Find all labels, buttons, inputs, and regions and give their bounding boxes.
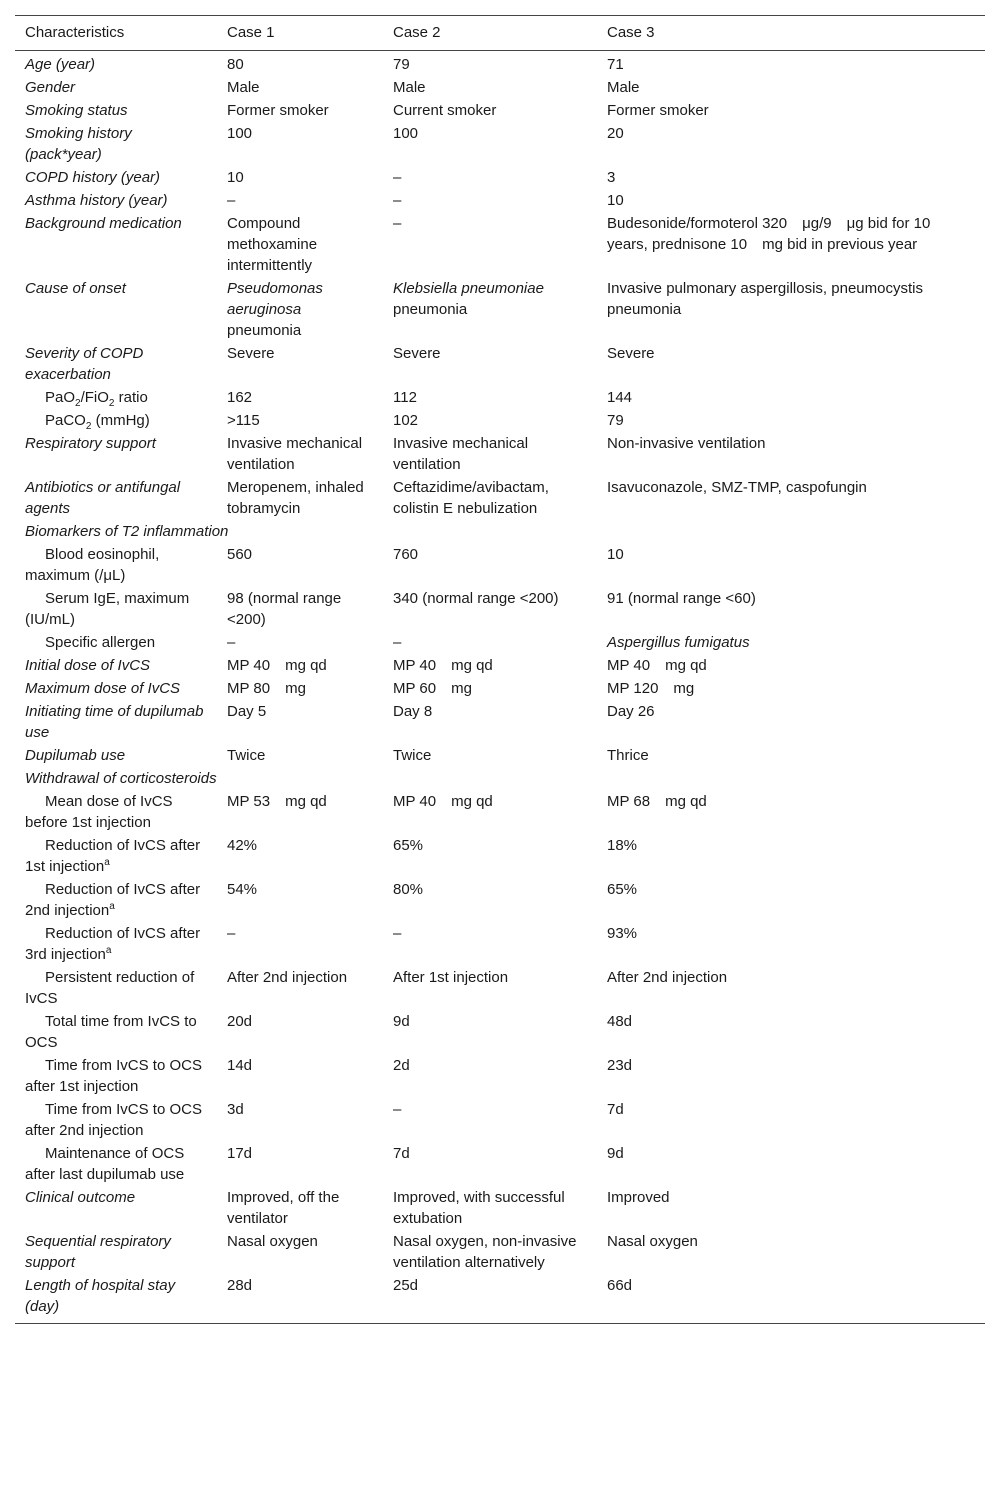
case-3-value: Male [607,79,640,96]
footnote-marker: a [109,901,115,912]
section-row [15,767,985,790]
row-label [15,277,217,342]
row-label-text: Biomarkers of T2 inflammation [25,523,229,540]
table-row [15,1186,985,1230]
case-3-value: Severe [607,345,655,362]
case-3-value: Isavuconazole, SMZ-TMP, caspofungin [607,479,867,496]
case-3-value: Former smoker [607,102,709,119]
case-3-value: After 2nd injection [607,969,728,986]
table-row [15,922,985,966]
case-1-value: – [227,192,236,209]
case-2-value: 9d [393,1013,410,1030]
case-3-value: 20 [607,125,624,142]
case-1-value: MP 40 mg qd [227,657,327,674]
row-label-text: COPD history (year) [25,169,161,186]
table-row [15,878,985,922]
case-2-value: – [393,634,402,651]
row-label-text: Severity of COPD exacerbation [25,345,144,383]
table-row [15,790,985,834]
row-label-text: Initial dose of IvCS [25,657,151,674]
row-label [15,922,217,966]
table-body [15,51,985,1324]
row-label-text: Antibiotics or antifungal agents [25,479,181,517]
row-label [15,51,217,77]
row-label-text: Sequential respiratory support [25,1233,171,1271]
row-label [15,654,217,677]
case-3-value: 3 [607,169,616,186]
footnote-marker: a [105,945,112,956]
row-label-text: Maintenance of OCS after last dupilumab use [25,1145,185,1183]
table-row [15,342,985,386]
table-row [15,677,985,700]
case-1-value: MP 80 mg [227,680,306,697]
row-label-text: Reduction of IvCS after 2nd injection$^a$ [25,881,201,919]
case-2-value: 25d [393,1277,419,1294]
case-2-value: 100 [393,125,419,142]
table-row [15,409,985,432]
row-label-text: Time from IvCS to OCS after 2nd injection [25,1101,202,1139]
case-1-value: MP 53 mg qd [227,793,327,810]
case-3-value: 48d [607,1013,633,1030]
row-label-text: Maximum dose of IvCS [25,680,181,697]
row-label-text: Initiating time of dupilumab use [25,703,204,741]
case-2-value: 79 [393,56,410,73]
case-1-value: Invasive mechanical ventilation [227,435,363,473]
case-2-value: Severe [393,345,441,362]
table-row [15,189,985,212]
row-label-text: Dupilumab use [25,747,126,764]
row-label-text: Time from IvCS to OCS after 1st injection [25,1057,202,1095]
table-row [15,587,985,631]
row-label-text: Reduction of IvCS after 3rd injection$^a$ [25,925,201,963]
header-case-1: Case 1 [227,24,275,41]
row-label-text: Smoking status [25,102,128,119]
case-2-value: MP 40 mg qd [393,793,493,810]
case-3-value: 93% [607,925,638,942]
case-2-value: 65% [393,837,424,854]
case-3-value: 23d [607,1057,633,1074]
case-3-value: Nasal oxygen [607,1233,698,1250]
row-label [15,386,217,409]
case-1-value: Male [227,79,260,96]
case-1-value: >115 [227,412,260,429]
case-2-value: MP 40 mg qd [393,657,493,674]
case-2-value: Day 8 [393,703,433,720]
case-2-value: MP 60 mg [393,680,472,697]
case-2-value: Klebsiella pneumoniae pneumonia [393,280,544,318]
case-3-value: 10 [607,546,624,563]
table-row [15,654,985,677]
case-1-value: 80 [227,56,244,73]
case-2-value: After 1st injection [393,969,509,986]
case-3-value: 144 [607,389,633,406]
row-label [15,744,217,767]
case-2-value: 80% [393,881,424,898]
case-1-value: Improved, off the ventilator [227,1189,340,1227]
row-label [15,99,217,122]
row-label-text: Length of hospital stay (day) [25,1277,176,1315]
case-2-value: – [393,925,402,942]
case-1-value: – [227,925,236,942]
table-row [15,76,985,99]
row-label [15,1142,217,1186]
section-row [15,520,985,543]
table-row [15,432,985,476]
row-label-text: Specific allergen [45,634,156,651]
row-label [15,122,217,166]
table-row [15,1230,985,1274]
row-label [15,1054,217,1098]
case-2-value: 760 [393,546,419,563]
case-1-value: 20d [227,1013,253,1030]
case-1-value: 28d [227,1277,253,1294]
case-2-value: Male [393,79,426,96]
case-3-value: MP 40 mg qd [607,657,707,674]
case-1-value: Compound methoxamine intermittently [227,215,318,274]
table-row [15,386,985,409]
row-label [15,631,217,654]
case-1-value: 42% [227,837,258,854]
row-label-text: Asthma history (year) [25,192,168,209]
row-label-text: Gender [25,79,76,96]
row-label [15,587,217,631]
row-label [15,189,217,212]
row-label-text: Total time from IvCS to OCS [25,1013,197,1051]
case-1-value: 162 [227,389,253,406]
header-row [15,16,985,51]
row-label-text: Blood eosinophil, maximum (/μL) [25,546,160,584]
row-label [15,966,217,1010]
table-row [15,543,985,587]
row-label-text: Reduction of IvCS after 1st injection$^a$ [25,837,201,875]
case-1-value: Twice [227,747,266,764]
row-label-text: Serum IgE, maximum (IU/mL) [25,590,190,628]
row-label-text: Smoking history (pack*year) [25,125,132,163]
row-label-text: Withdrawal of corticosteroids [25,770,217,787]
case-1-value: 17d [227,1145,253,1162]
table-container [15,15,985,1324]
row-label [15,212,217,277]
header-characteristics: Characteristics [25,24,125,41]
table-row [15,631,985,654]
section-label [15,767,985,790]
table-row [15,1098,985,1142]
case-3-value: Budesonide/formoterol 320 μg/9 μg bid for 10 years, prednisone 10 mg bid in previous year [607,215,931,253]
table-row [15,212,985,277]
case-3-value: 71 [607,56,624,73]
row-label-text: Cause of onset [25,280,126,297]
row-label [15,700,217,744]
row-label [15,166,217,189]
row-label-text: Background medication [25,215,182,232]
case-3-value: 91 (normal range <60) [607,590,756,607]
section-label [15,520,985,543]
row-label [15,878,217,922]
case-2-value: 112 [393,389,417,406]
table-row [15,1142,985,1186]
case-2-value: Twice [393,747,432,764]
table-row [15,166,985,189]
case-3-value: Day 26 [607,703,655,720]
case-3-value: MP 120 mg [607,680,695,697]
case-2-value: Invasive mechanical ventilation [393,435,529,473]
row-label-text: Age (year) [25,56,96,73]
table-row [15,277,985,342]
case-1-value: After 2nd injection [227,969,348,986]
case-2-value: 7d [393,1145,410,1162]
case-2-value: 2d [393,1057,410,1074]
row-label-text: PaO$_2$/FiO$_2$ ratio [45,389,148,409]
case-1-value: Meropenem, inhaled tobramycin [227,479,364,517]
case-3-value: 65% [607,881,638,898]
case-1-value: Nasal oxygen [227,1233,318,1250]
case-1-value: 10 [227,169,244,186]
row-label [15,543,217,587]
case-3-value: Thrice [607,747,649,764]
row-label-text: PaCO$_2$ (mmHg) [45,412,150,432]
case-3-value: 79 [607,412,624,429]
row-label-text: Clinical outcome [25,1189,136,1206]
case-3-value: 10 [607,192,624,209]
table-row [15,966,985,1010]
row-label [15,677,217,700]
row-label [15,1230,217,1274]
row-label [15,1186,217,1230]
table-header [15,16,985,51]
case-3-value: 66d [607,1277,633,1294]
case-1-value: Pseudomonas aeruginosa pneumonia [227,280,323,339]
table-row [15,51,985,77]
case-2-value: Improved, with successful extubation [393,1189,565,1227]
case-1-value: 3d [227,1101,244,1118]
row-label [15,476,217,520]
row-label [15,432,217,476]
row-label [15,76,217,99]
row-label [15,1274,217,1324]
table-row [15,1274,985,1324]
case-2-value: – [393,1101,402,1118]
table-row [15,122,985,166]
row-label-text: Mean dose of IvCS before 1st injection [25,793,173,831]
table-row [15,1010,985,1054]
row-label [15,1010,217,1054]
row-label [15,1098,217,1142]
table-row [15,834,985,878]
case-1-value: Day 5 [227,703,267,720]
characteristics-table [15,15,985,1324]
case-1-value: 98 (normal range <200) [227,590,342,628]
case-2-value: Nasal oxygen, non-invasive ventilation alternatively [393,1233,577,1271]
case-2-value: – [393,169,402,186]
table-row [15,744,985,767]
table-row [15,700,985,744]
row-label [15,409,217,432]
case-3-value: 7d [607,1101,624,1118]
case-3-value: Non-invasive ventilation [607,435,766,452]
row-label [15,342,217,386]
table-row [15,476,985,520]
case-2-value: Current smoker [393,102,497,119]
case-3-value: MP 68 mg qd [607,793,707,810]
case-2-value: Ceftazidime/avibactam, colistin E nebulization [393,479,549,517]
table-row [15,1054,985,1098]
header-case-3: Case 3 [607,24,655,41]
row-label [15,834,217,878]
case-1-value: Severe [227,345,275,362]
case-1-value: – [227,634,236,651]
row-label-text: Respiratory support [25,435,156,452]
row-label-text: Persistent reduction of IvCS [25,969,195,1007]
header-case-2: Case 2 [393,24,441,41]
case-2-value: 340 (normal range <200) [393,590,559,607]
case-1-value: Former smoker [227,102,329,119]
case-1-value: 14d [227,1057,253,1074]
table-row [15,99,985,122]
case-2-value: – [393,192,402,209]
case-2-value: 102 [393,412,419,429]
case-2-value: – [393,215,402,232]
case-3-value: Aspergillus fumigatus [607,634,750,651]
case-1-value: 560 [227,546,253,563]
row-label [15,790,217,834]
case-3-value: 18% [607,837,638,854]
case-3-value: Invasive pulmonary aspergillosis, pneumocystis pneumonia [607,280,923,318]
case-3-value: Improved [607,1189,670,1206]
footnote-marker: a [104,857,110,868]
case-1-value: 100 [227,125,253,142]
case-3-value: 9d [607,1145,624,1162]
case-1-value: 54% [227,881,258,898]
